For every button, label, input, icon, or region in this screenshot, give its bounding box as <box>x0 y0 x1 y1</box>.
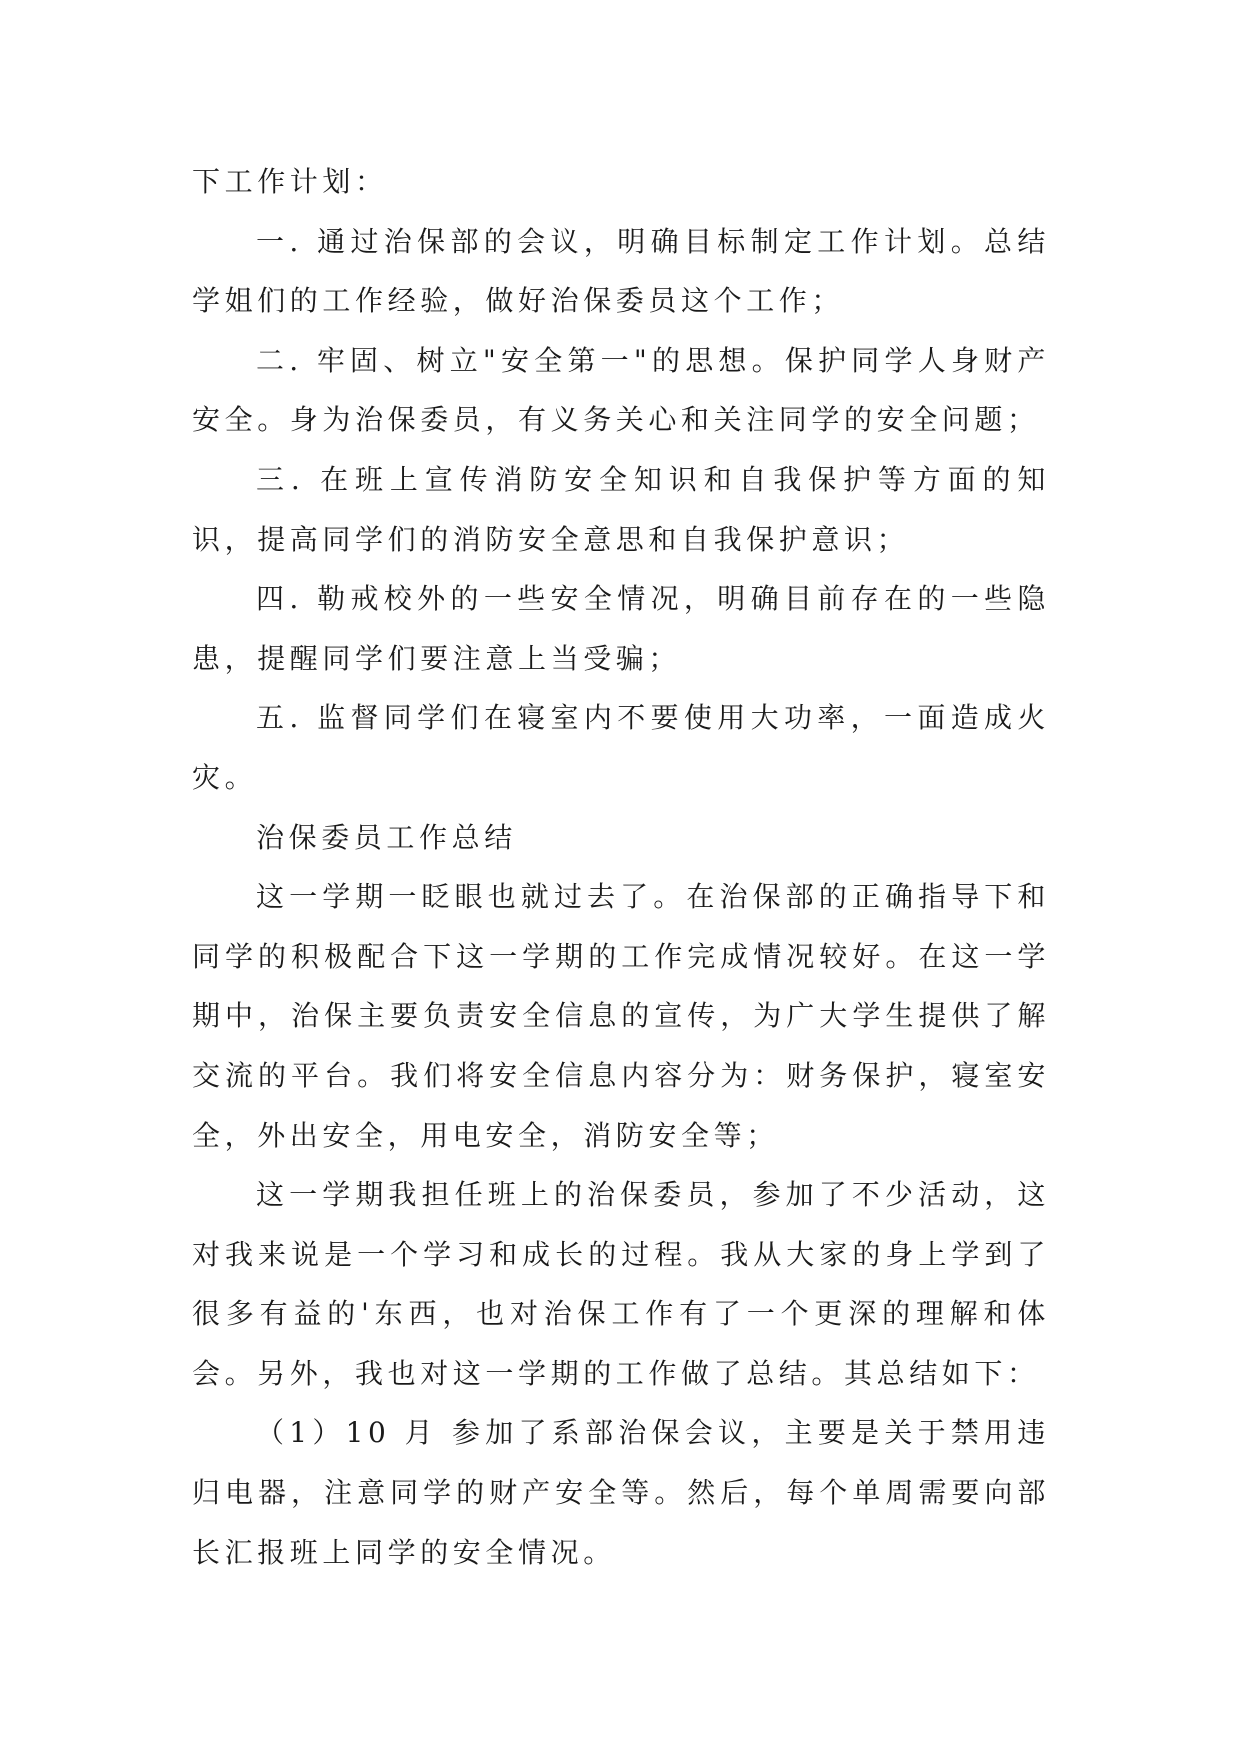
paragraph-plan-intro: 下工作计划： <box>192 165 388 198</box>
paragraph-plan-item-2: 二. 牢固、树立"安全第一"的思想。保护同学人身财产安全。身为治保委员，有义务关心和关注同学的安全问题； <box>192 343 1050 437</box>
document-page <box>192 152 1050 1582</box>
paragraph-plan-item-4: 四. 勒戒校外的一些安全情况，明确目前存在的一些隐患，提醒同学们要注意上当受骗； <box>192 582 1050 675</box>
paragraph-plan-item-3: 三. 在班上宣传消防安全知识和自我保护等方面的知识，提高同学们的消防安全意思和自我保护意识； <box>192 462 1050 556</box>
paragraph-summary-1: 这一学期一眨眼也就过去了。在治保部的正确指导下和同学的积极配合下这一学期的工作完成情况较好。在这一学期中，治保主要负责安全信息的宣传，为广大学生提供了解交流的平台。我们将安全信息内容分为：财务保护，寝室安全，外出安全，用电安全，消防安全等； <box>192 880 1050 1152</box>
paragraph-plan-item-1: 一. 通过治保部的会议，明确目标制定工作计划。总结学姐们的工作经验，做好治保委员这个工作； <box>192 224 1050 318</box>
paragraph-plan-item-5: 五. 监督同学们在寝室内不要使用大功率，一面造成火灾。 <box>192 701 1050 794</box>
paragraph-summary-2: 这一学期我担任班上的治保委员，参加了不少活动，这对我来说是一个学习和成长的过程。我从大家的身上学到了很多有益的'东西，也对治保工作有了一个更深的理解和体会。另外，我也对这一学期的工作做了总结。其总结如下： <box>192 1178 1050 1390</box>
section-heading: 治保委员工作总结 <box>256 820 517 854</box>
paragraph-summary-3: （1）10 月 参加了系部治保会议，主要是关于禁用违归电器，注意同学的财产安全等。然后，每个单周需要向部长汇报班上同学的安全情况。 <box>192 1416 1050 1569</box>
